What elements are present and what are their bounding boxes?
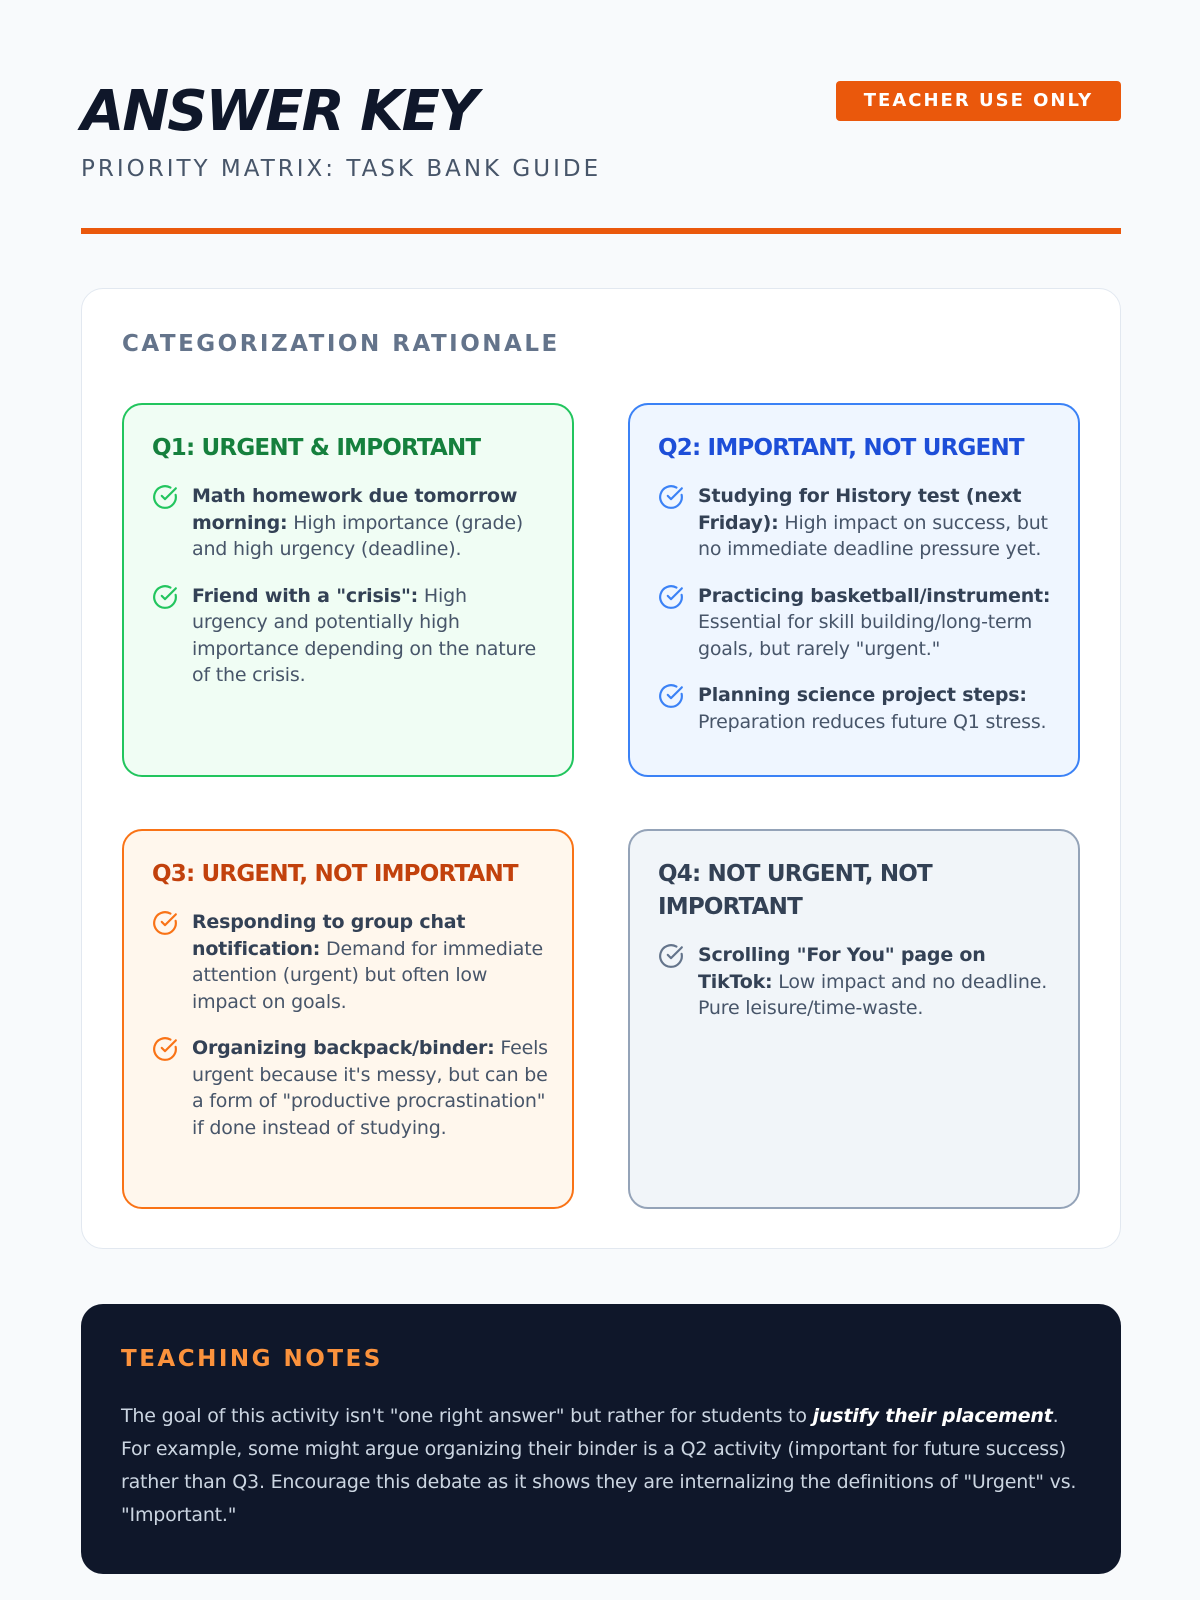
check-circle-icon (658, 584, 684, 610)
teaching-notes-heading: TEACHING NOTES (121, 1346, 383, 1372)
quadrant-title: Q3: URGENT, NOT IMPORTANT (152, 861, 518, 887)
item-explanation: High impact on success, but no immediate deadline pressure yet. (698, 511, 1048, 560)
item-label: Responding to group chat notification: (192, 911, 466, 960)
item-explanation: Low impact and no deadline. Pure leisure/time-waste. (698, 970, 1048, 1019)
teacher-use-badge: TEACHER USE ONLY (836, 81, 1121, 121)
quadrant-q3 (122, 829, 574, 1209)
quadrant-q4 (628, 829, 1080, 1209)
rationale-item (658, 483, 1054, 563)
item-explanation: High importance (grade) and high urgency (deadline). (192, 511, 524, 560)
rationale-item (658, 942, 1054, 1022)
rationale-item (152, 583, 548, 689)
rationale-item (152, 1035, 548, 1141)
item-label: Practicing basketball/instrument: (698, 584, 1051, 607)
rationale-heading: CATEGORIZATION RATIONALE (122, 331, 560, 357)
notes-text-after: . For example, some might argue organizing their binder is a Q2 activity (important for future success) rather than Q3. Encourage this debate as it shows they are internalizing the definitions of "Urgent" vs. "Important." (121, 1405, 1077, 1526)
quadrant-title: Q1: URGENT & IMPORTANT (152, 435, 481, 461)
check-circle-icon (658, 943, 684, 969)
quadrant-q1 (122, 403, 574, 777)
item-label: Studying for History test (next Friday): (698, 485, 1022, 534)
page-title: ANSWER KEY (81, 79, 477, 144)
page-subtitle: PRIORITY MATRIX: TASK BANK GUIDE (81, 156, 602, 182)
item-explanation: Feels urgent because it's messy, but can be a form of "productive procrastination" if done instead of studying. (192, 1037, 548, 1139)
item-explanation: High urgency and potentially high importance depending on the nature of the crisis. (192, 584, 537, 686)
rationale-item (152, 909, 548, 1015)
notes-text-before: The goal of this activity isn't "one right answer" but rather for students to (121, 1405, 813, 1427)
item-label: Organizing backpack/binder: (192, 1037, 495, 1059)
item-explanation: Preparation reduces future Q1 stress. (698, 710, 1047, 733)
rationale-item (658, 682, 1054, 735)
quadrant-items (152, 909, 548, 1141)
item-label: Math homework due tomorrow morning: (192, 485, 518, 534)
rationale-card (81, 288, 1121, 1249)
item-label: Friend with a "crisis": (192, 584, 419, 607)
header-divider (81, 228, 1121, 234)
check-circle-icon (152, 910, 178, 936)
quadrant-items (152, 483, 548, 689)
teaching-notes (81, 1304, 1121, 1574)
quadrant-title: Q2: IMPORTANT, NOT URGENT (658, 435, 1024, 461)
rationale-item (658, 583, 1054, 663)
item-label: Scrolling "For You" page on TikTok: (698, 944, 986, 993)
item-explanation: Essential for skill building/long-term goals, but rarely "urgent." (698, 611, 1033, 660)
quadrant-items (658, 942, 1054, 1022)
header (81, 78, 1121, 234)
quadrant-items (658, 483, 1054, 735)
teaching-notes-text (121, 1400, 1081, 1532)
check-circle-icon (658, 484, 684, 510)
check-circle-icon (658, 683, 684, 709)
quadrant-q2 (628, 403, 1080, 777)
item-label: Planning science project steps: (698, 684, 1027, 706)
item-explanation: Demand for immediate attention (urgent) but often low impact on goals. (192, 937, 543, 1013)
rationale-item (152, 483, 548, 563)
check-circle-icon (152, 484, 178, 510)
notes-emphasis: justify their placement (812, 1405, 1053, 1427)
quadrant-title: Q4: NOT URGENT, NOT IMPORTANT (658, 861, 932, 920)
check-circle-icon (152, 1036, 178, 1062)
check-circle-icon (152, 584, 178, 610)
